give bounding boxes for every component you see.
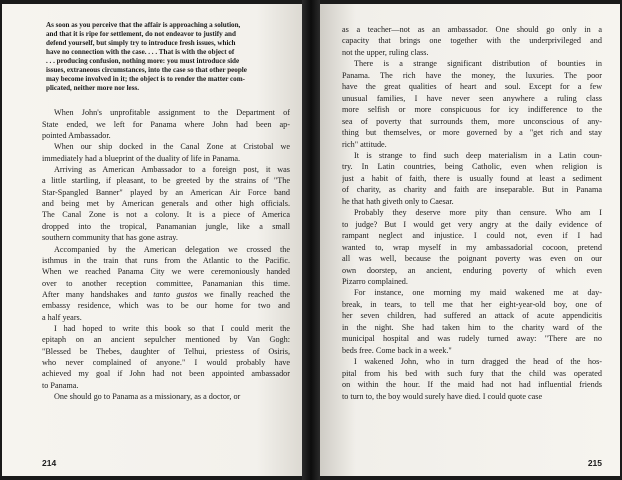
text-line: to judge? But I would get very angry at the daily evidence of xyxy=(342,219,602,229)
paragraph xyxy=(42,244,290,323)
text-line: I wakened John, who in turn dragged the head of the hos- xyxy=(354,357,602,367)
page-number-right: 215 xyxy=(587,458,602,468)
text-line: and being met by American generals and other high officials. xyxy=(42,199,290,209)
text-line: achieved my goal if John had not been appointed ambassador xyxy=(42,369,290,379)
text-line: not the upper, ruling class. xyxy=(342,47,429,57)
text-line: wanted to, wrap myself in my ambassadorial cocoon, pretend xyxy=(342,242,602,252)
paragraph xyxy=(42,391,290,402)
text-line: a half years. xyxy=(42,312,82,322)
paragraph xyxy=(42,323,290,391)
extract-line: have no connection with the case. . . . That is with the object of xyxy=(46,48,235,57)
paragraph xyxy=(42,141,290,164)
text-line: as a teacher—not as an ambassador. One should go only in a xyxy=(342,25,602,34)
text-line: try. In Latin countries, being Catholic, even when religion is xyxy=(342,162,602,172)
paragraph xyxy=(42,164,290,243)
text-line: For instance, one morning my maid wakened me at day- xyxy=(354,288,602,298)
text-line: he that hath giveth only to Caesar. xyxy=(342,196,454,206)
page-number-left: 214 xyxy=(42,458,57,468)
text-line: on within the hour. If the maid had not had influential friends xyxy=(342,380,602,390)
text-line: It is strange to find such deep materialism in a Latin coun- xyxy=(354,150,602,160)
text-line: embassy residence, which was to be our home for two and xyxy=(42,301,290,311)
right-page xyxy=(320,4,620,476)
text-line: pointed Ambassador. xyxy=(42,131,111,141)
paragraph xyxy=(342,287,602,356)
text-line: Panama. The rich have the money, the luxuries. The poor xyxy=(342,70,602,80)
text-line: Arriving as American Ambassador to a foreign post, it was xyxy=(54,165,290,175)
text-line: epitaph on an ancient sepulcher mentioned by Van Gogh: xyxy=(42,335,290,345)
text-line: The Canal Zone is not a colony. It is a piece of America xyxy=(42,210,290,220)
text-line: sea of poverty that surrounds them, more unconscious of any- xyxy=(342,116,602,126)
text-line: to Panama. xyxy=(42,380,79,390)
left-page xyxy=(2,4,302,476)
text-line: After many handshakes and tanto gustos we finally reached the xyxy=(42,289,290,299)
text-line: pital from his bed with such fury that the child was operated xyxy=(342,368,602,378)
text-line: in the night. She had taken him to the charity ward of the xyxy=(342,322,602,332)
text-line: rampant neglect and injustice. I could not, even if I had xyxy=(342,231,602,241)
right-body-text xyxy=(342,24,602,402)
text-line: a little startling, if pleasant, to be greeted by the strains of "The xyxy=(42,176,290,186)
text-line: more selfish or more conspicuous for icy indifference to the xyxy=(342,105,602,115)
text-line: municipal hospital and was rudely turned away: "There are no xyxy=(342,334,602,344)
paragraph xyxy=(42,107,290,141)
paragraph xyxy=(342,150,602,207)
text-line: "Blessed be Thebes, daughter of Telhui, priestess of Osiris, xyxy=(42,346,290,356)
left-body-text xyxy=(42,107,290,402)
text-line: One should go to Panama as a missionary, as a doctor, or xyxy=(54,391,241,401)
extract-line: issues, extraneous circumstances, into the case so that other people xyxy=(46,66,247,75)
extract-line: As soon as you perceive that the affair is approaching a solution, xyxy=(46,21,241,29)
text-line: just a habit of faith, there is usually found at least a sediment xyxy=(342,173,602,183)
extract-line: and that it is ripe for settlement, do not endeavor to justify and xyxy=(46,30,236,39)
text-line: When our ship docked in the Canal Zone at Cristobal we xyxy=(54,142,290,152)
text-line: who never complained of anyone." I would probably have xyxy=(42,357,290,367)
text-line: over to another reception committee, Panamanian this time. xyxy=(42,278,290,288)
text-line: isthmus in the train that runs from the Atlantic to the Pacific. xyxy=(42,255,290,265)
book-gutter xyxy=(302,0,320,480)
epigraph-extract xyxy=(46,21,286,93)
extract-line: . . . producing confusion, nothing more: you must introduce side xyxy=(46,57,240,66)
text-line: Accompanied by the American delegation we crossed the xyxy=(54,244,290,254)
text-line: of charity, as charity and faith are inseparable. But in Panama xyxy=(342,185,602,195)
text-line: break, in tears, to tell me that her eight-year-old boy, one of xyxy=(342,299,602,309)
paragraph xyxy=(342,356,602,402)
text-line: capacity that brings one together with the underprivileged and xyxy=(342,36,602,46)
extract-line: may become involved in it; the object is to render the matter com- xyxy=(46,75,245,84)
extract-line: plicated, neither more nor less. xyxy=(46,84,139,93)
text-line: own doorstep, an ancient, enduring poverty of which even xyxy=(342,265,602,275)
text-line: immediately had a blueprint of the duality of life in Panama. xyxy=(42,153,241,163)
text-line: dropped into the tropical, Panamanian jungle, like a small xyxy=(42,221,290,231)
text-line: unusual families, I have never seen anywhere a ruling class xyxy=(342,93,602,103)
text-line: have the great qualities of heart and soul. Except for a few xyxy=(342,82,602,92)
text-line: When John's unprofitable assignment to the Department of xyxy=(54,108,290,118)
text-line: State ended, we left for Panama where John had been ap- xyxy=(42,119,290,129)
text-line: her seven children, had suffered an attack of acute appendicitis xyxy=(342,311,602,321)
text-line: Star-Spangled Banner" played by an American Air Force band xyxy=(42,187,290,197)
paragraph xyxy=(342,24,602,58)
text-line: all was well, because the poignant poverty was even on our xyxy=(342,254,602,264)
text-line: When we reached Panama City we were ceremoniously handed xyxy=(42,267,290,277)
text-line: thing but themselves, or more governed by a "get rich and stay xyxy=(342,128,602,138)
text-line: beds free. Come back in a week." xyxy=(342,345,452,355)
text-line: Probably they deserve more pity than censure. Who am I xyxy=(354,208,602,218)
paragraph xyxy=(342,58,602,150)
text-line: Pizarro complained. xyxy=(342,276,408,286)
text-line: rich" attitude. xyxy=(342,139,387,149)
text-line: I had hoped to write this book so that I could merit the xyxy=(54,323,290,333)
paragraph xyxy=(342,207,602,287)
text-line: southern community that has gone astray. xyxy=(42,233,178,243)
text-line: to turn to, the boy would surely have died. I could quote case xyxy=(342,391,543,401)
text-line: There is a strange significant distribution of bounties in xyxy=(354,59,602,69)
extract-line: defend yourself, but simply try to introduce fresh issues, which xyxy=(46,39,236,48)
